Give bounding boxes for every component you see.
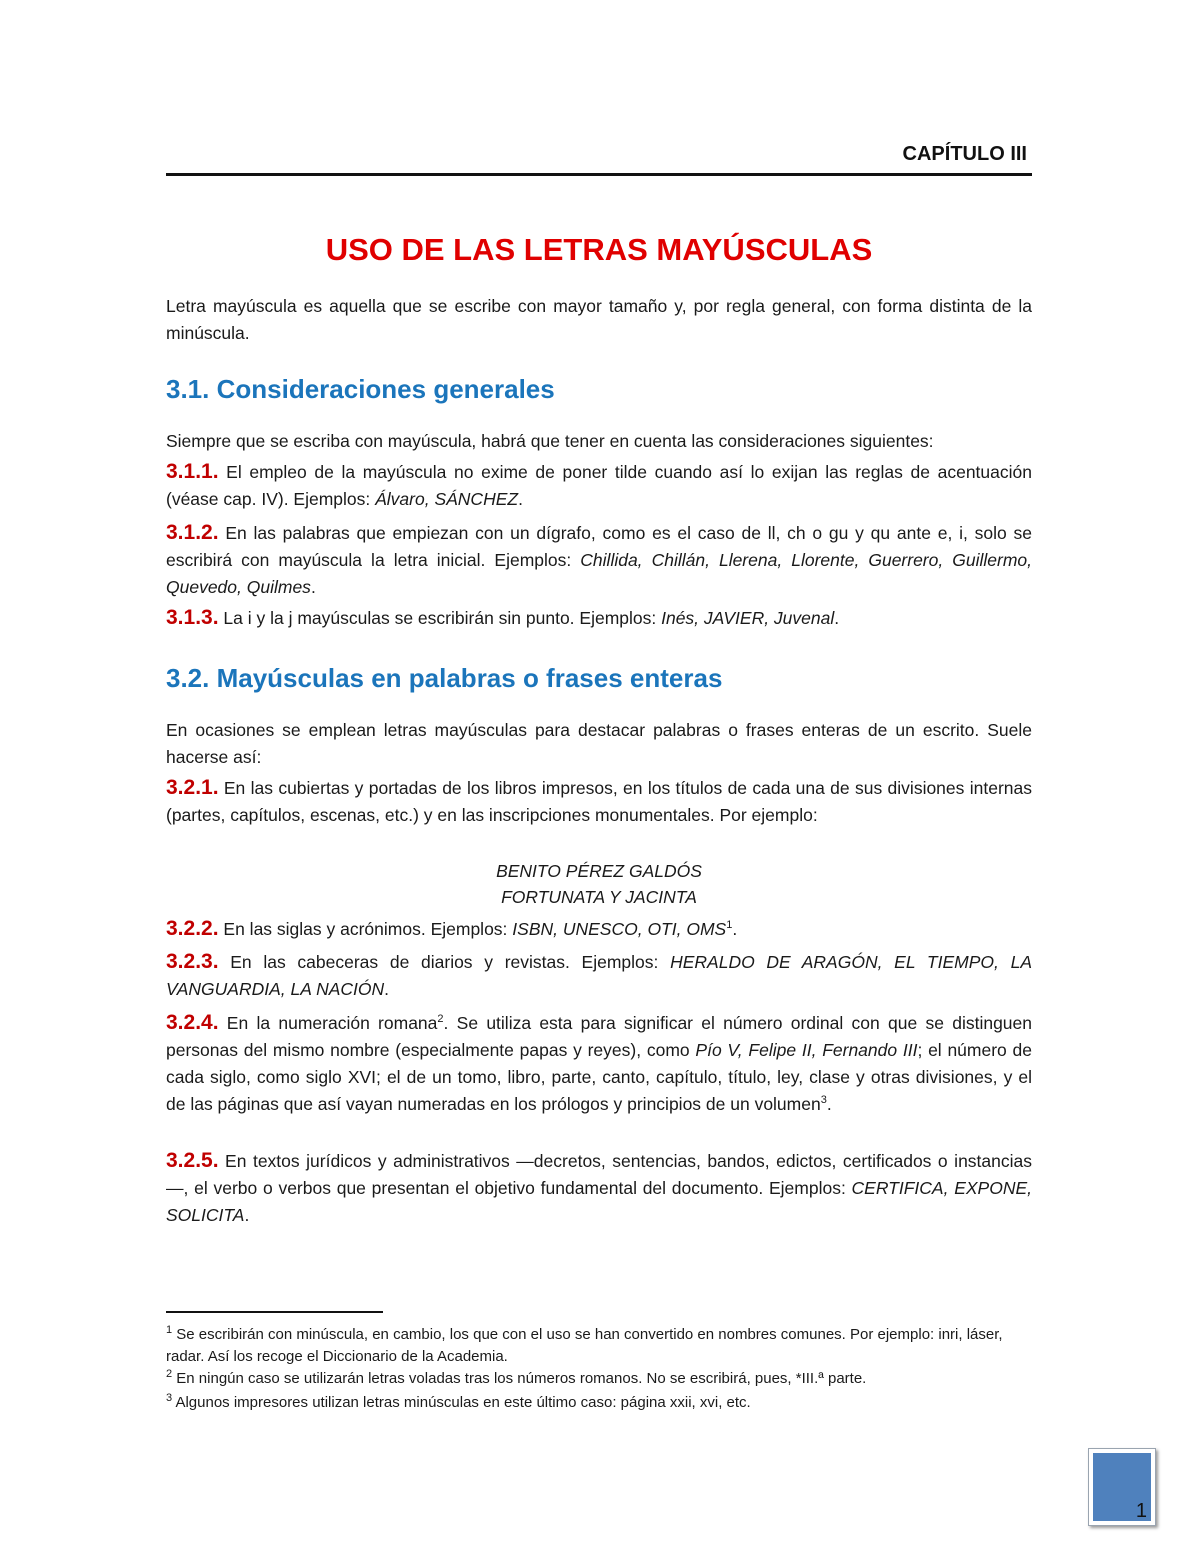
chapter-header: CAPÍTULO III	[902, 143, 1027, 165]
item-number: 3.1.3.	[166, 606, 219, 629]
footnote-3	[166, 1392, 1032, 1414]
header-rule	[166, 173, 1032, 176]
item-examples: HERALDO DE ARAGÓN, EL TIEMPO, LA VANGUARDIA, LA NACIÓN	[166, 952, 1032, 999]
footnote-text: Se escribirán con minúscula, en cambio, los que con el uso se han convertido en nombres comunes. Por ejemplo: inri, láser, radar. Así los recoge el Diccionario de la Academia.	[166, 1326, 1003, 1365]
footnote-ref: 3	[820, 1094, 827, 1107]
item-number: 3.1.2.	[166, 521, 219, 544]
item-text: En las palabras que empiezan con un dígrafo, como es el caso de ll, ch o gu y qu ante e, i, solo se escribirá con mayúscula la letra inicial. Ejemplos:	[166, 523, 1032, 570]
item-number: 3.2.3.	[166, 950, 219, 973]
item-end: .	[244, 1205, 250, 1225]
section-heading-3-2: 3.2. Mayúsculas en palabras o frases enteras	[166, 663, 723, 693]
item-number: 3.1.1.	[166, 460, 219, 483]
item-text: La i y la j mayúsculas se escribirán sin punto. Ejemplos:	[218, 608, 662, 628]
item-examples: Chillida, Chillán, Llerena, Llorente, Guerrero, Guillermo, Quevedo, Quilmes	[166, 550, 1032, 597]
footnote-separator	[166, 1311, 383, 1313]
footnote-2	[166, 1368, 1032, 1390]
item-number: 3.2.4.	[166, 1011, 219, 1034]
item-3-2-3	[166, 948, 1032, 1003]
item-3-1-3	[166, 604, 1032, 632]
item-text: . Se utiliza esta para significar el número ordinal con que se distinguen personas del mismo nombre (especialmente papas y reyes), como	[166, 1013, 1033, 1060]
item-end: .	[310, 577, 316, 597]
item-end: .	[834, 608, 840, 628]
footnote-ref: 1	[726, 919, 733, 932]
item-examples: Álvaro, SÁNCHEZ	[375, 489, 519, 509]
footnote-ref: 2	[437, 1013, 444, 1026]
item-examples: Inés, JAVIER, Juvenal	[661, 608, 835, 628]
item-examples: ISBN, UNESCO, OTI, OMS	[512, 919, 727, 939]
footnote-mark: 2	[166, 1368, 173, 1380]
item-3-2-5	[166, 1147, 1032, 1229]
item-text: En las cubiertas y portadas de los libros impresos, en los títulos de cada una de sus divisiones internas (partes, capítulos, escenas, etc.) y en las inscripciones monumentales. Por ejemplo:	[166, 778, 1032, 825]
item-3-2-1	[166, 774, 1032, 829]
item-text: ; el número de cada siglo, como siglo XVI; el de un tomo, libro, parte, canto, capítulo, título, ley, clase y otras divisiones, y el de las páginas que así vayan numeradas en los prólogos y principios de un volumen	[166, 1040, 1033, 1114]
example-author: BENITO PÉREZ GALDÓS	[496, 861, 702, 881]
footnote-mark: 3	[166, 1392, 173, 1404]
item-text: En textos jurídicos y administrativos —decretos, sentencias, bandos, edictos, certificados o instancias—, el verbo o verbos que presentan el objetivo fundamental del documento. Ejemplos:	[166, 1151, 1032, 1198]
footnote-text: En ningún caso se utilizarán letras voladas tras los números romanos. No se escribirá, pues, *III.ª parte.	[172, 1370, 867, 1387]
item-3-1-2	[166, 519, 1032, 601]
page-number-box	[1088, 1448, 1156, 1526]
item-examples: CERTIFICA, EXPONE, SOLICITA	[166, 1178, 1032, 1225]
item-text: En las cabeceras de diarios y revistas. Ejemplos:	[218, 952, 671, 972]
section-3-2-lead: En ocasiones se emplean letras mayúsculas para destacar palabras o frases enteras de un escrito. Suele hacerse así:	[166, 720, 1032, 767]
item-end: .	[518, 489, 523, 509]
item-end: .	[732, 919, 738, 939]
item-end: .	[384, 979, 390, 999]
item-number: 3.2.5.	[166, 1149, 219, 1172]
item-end: .	[826, 1094, 832, 1114]
item-text: El empleo de la mayúscula no exime de poner tilde cuando así lo exijan las reglas de acentuación (véase cap. IV). Ejemplos:	[166, 462, 1032, 509]
intro-paragraph: Letra mayúscula es aquella que se escribe con mayor tamaño y, por regla general, con forma distinta de la minúscula.	[166, 296, 1032, 343]
footnote-mark: 1	[166, 1324, 173, 1336]
section-heading-3-1: 3.1. Consideraciones generales	[166, 374, 555, 404]
item-text: En las siglas y acrónimos. Ejemplos:	[218, 919, 513, 939]
item-number: 3.2.1.	[166, 776, 219, 799]
footnote-1	[166, 1324, 1032, 1368]
item-3-2-2	[166, 915, 1032, 943]
item-3-1-1	[166, 458, 1032, 513]
section-3-1-lead: Siempre que se escriba con mayúscula, habrá que tener en cuenta las consideraciones siguientes:	[166, 431, 934, 451]
document-title: USO DE LAS LETRAS MAYÚSCULAS	[325, 232, 873, 267]
page-number: 1	[1135, 1500, 1147, 1522]
item-number: 3.2.2.	[166, 917, 219, 940]
footnote-text: Algunos impresores utilizan letras minúsculas en este último caso: página xxii, xvi, etc.	[172, 1394, 751, 1411]
item-3-2-4	[166, 1009, 1032, 1118]
example-book-title: FORTUNATA Y JACINTA	[501, 887, 697, 907]
item-examples: Pío V, Felipe II, Fernando III	[695, 1040, 918, 1060]
item-text: En la numeración romana	[218, 1013, 438, 1033]
